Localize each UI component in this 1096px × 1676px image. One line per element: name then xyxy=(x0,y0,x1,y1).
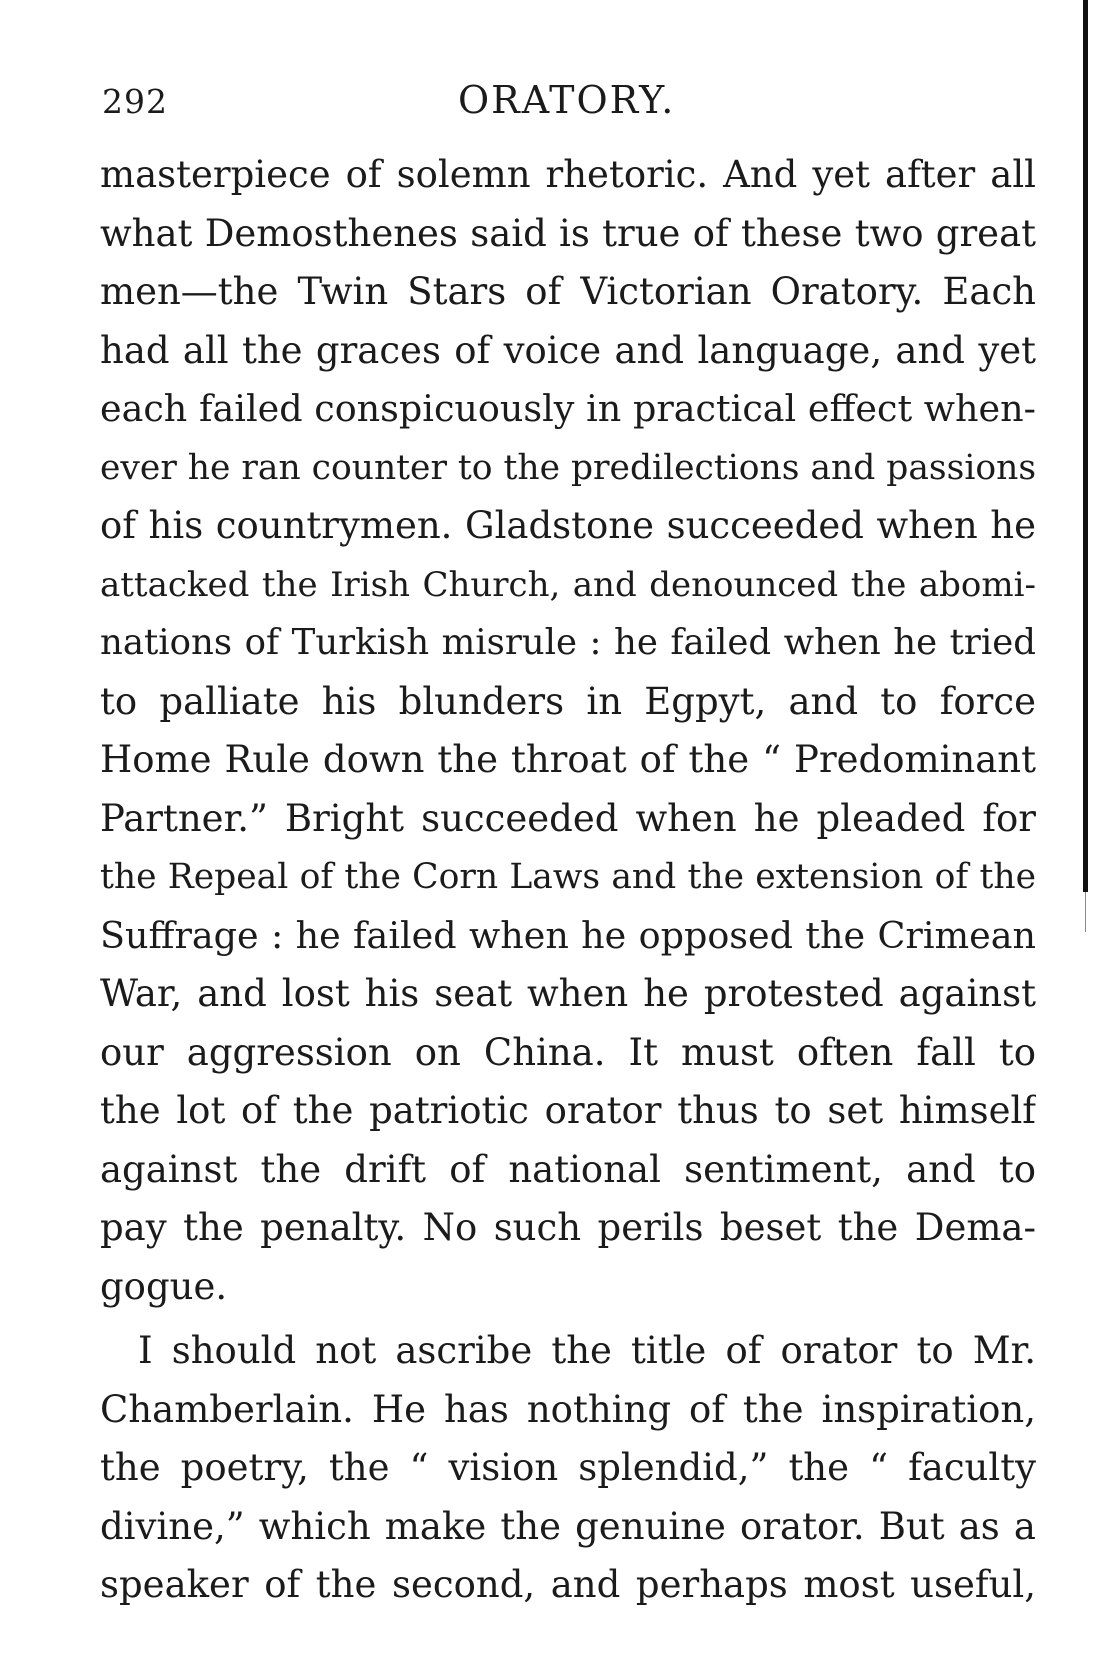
running-head: ORATORY. xyxy=(458,78,676,122)
text-line: masterpiece of solemn rhetoric. And yet after all xyxy=(100,153,1036,196)
text-line: divine,” which make the genuine orator. But as a xyxy=(100,1504,1036,1548)
text-line: had all the graces of voice and language, and yet xyxy=(100,328,1036,372)
text-line: gogue. xyxy=(100,1264,228,1308)
page-number: 292 xyxy=(102,82,168,121)
text-line: I should not ascribe the title of orator to Mr. xyxy=(138,1329,1036,1372)
text-line: men—the Twin Stars of Victorian Oratory. Each xyxy=(100,270,1036,313)
text-line: Partner.” Bright succeeded when he pleaded for xyxy=(100,796,1036,840)
paragraph-1 xyxy=(100,146,1036,1316)
text-line: the lot of the patriotic orator thus to set himself xyxy=(100,1089,1036,1132)
text-line: War, and lost his seat when he protested against xyxy=(100,972,1036,1015)
page-edge-line xyxy=(1083,0,1088,892)
text-line: what Demosthenes said is true of these two great xyxy=(100,211,1036,255)
page-header xyxy=(102,74,1038,124)
text-line: to palliate his blunders in Egpyt, and to force xyxy=(100,679,1036,723)
text-line: of his countrymen. Gladstone succeeded when he xyxy=(100,504,1036,547)
text-line: Suffrage : he failed when he opposed the Crimean xyxy=(100,913,1036,957)
text-line: pay the penalty. No such perils beset the Dema- xyxy=(100,1206,1036,1249)
text-line: the poetry, the “ vision splendid,” the “ faculty xyxy=(100,1446,1036,1489)
text-line: each failed conspicuously in practical effect when- xyxy=(100,387,1036,430)
text-line: nations of Turkish misrule : he failed when he tried xyxy=(100,622,1036,663)
page-edge-line-fade xyxy=(1085,892,1086,932)
text-line: against the drift of national sentiment, and to xyxy=(100,1147,1036,1191)
text-line: ever he ran counter to the predilections and passions xyxy=(100,447,1036,488)
paragraph-2 xyxy=(100,1322,1036,1615)
text-line: our aggression on China. It must often fall to xyxy=(100,1030,1036,1074)
text-line: attacked the Irish Church, and denounced the abomi- xyxy=(100,564,1036,605)
text-line: Chamberlain. He has nothing of the inspiration, xyxy=(100,1387,1036,1431)
text-line: the Repeal of the Corn Laws and the extension of the xyxy=(100,857,1036,897)
text-line: Home Rule down the throat of the “ Predominant xyxy=(100,738,1036,781)
text-line: speaker of the second, and perhaps most useful, xyxy=(100,1563,1036,1606)
body-text xyxy=(100,146,1036,1615)
